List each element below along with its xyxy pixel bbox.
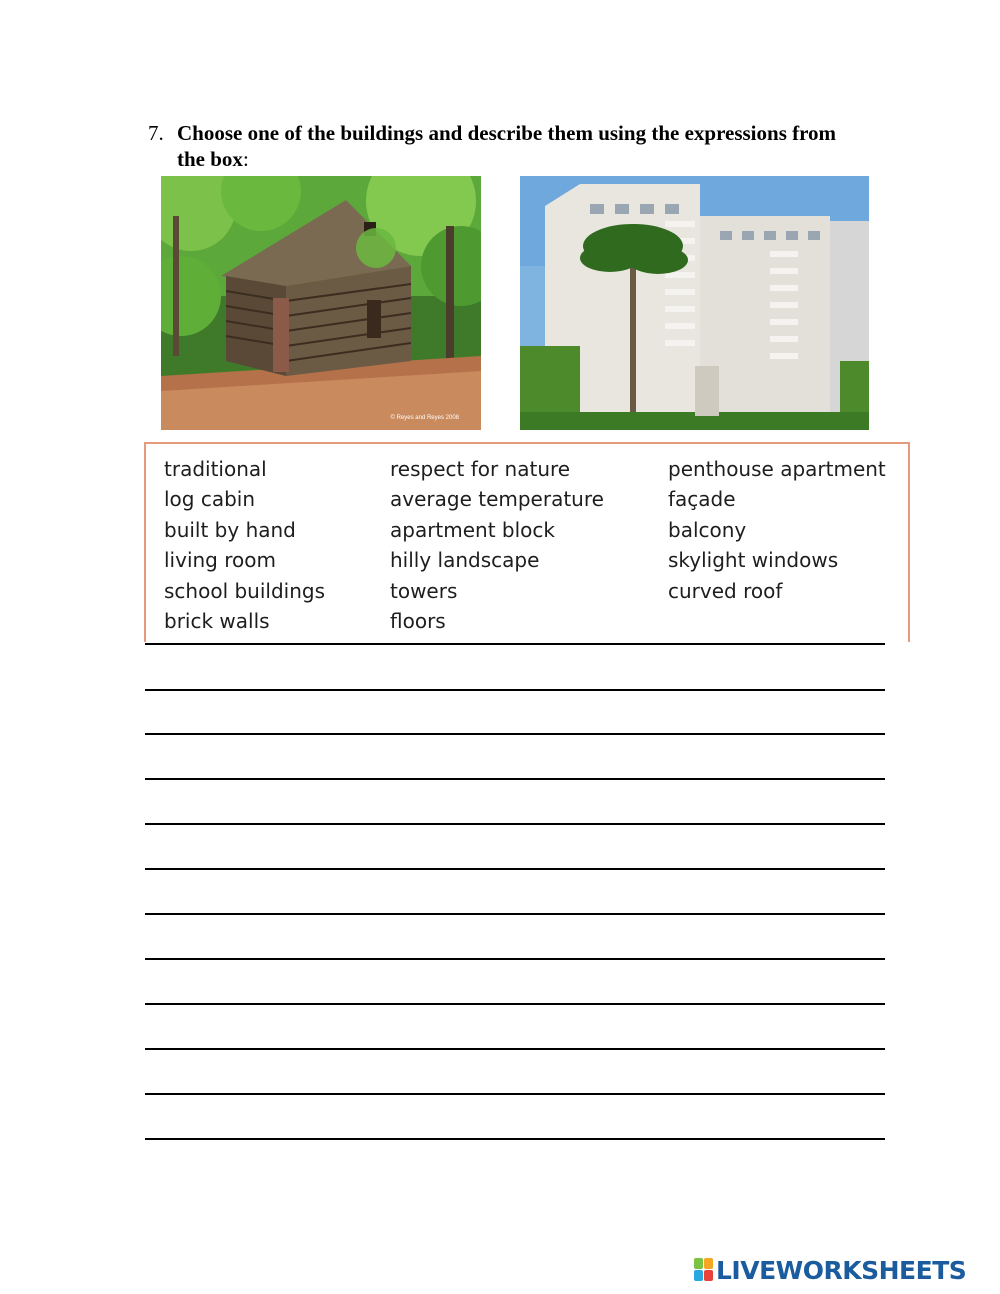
- answer-line[interactable]: [145, 689, 885, 691]
- expressions-column-3: [668, 454, 886, 606]
- expression: hilly landscape: [390, 548, 540, 573]
- log-cabin-photo: [161, 176, 481, 430]
- expression: curved roof: [668, 578, 783, 603]
- expressions-column-1: [164, 454, 325, 636]
- question-number: 7.: [148, 121, 164, 145]
- expression: average temperature: [390, 487, 604, 512]
- answer-line[interactable]: [145, 958, 885, 960]
- answer-line[interactable]: [145, 643, 885, 645]
- expression: respect for nature: [390, 457, 571, 481]
- liveworksheets-logo-icon: [694, 1258, 714, 1282]
- expressions-column-2: [390, 454, 604, 636]
- expression: school buildings: [164, 578, 326, 603]
- answer-line[interactable]: [145, 1093, 885, 1095]
- photo-credit: © Reyes and Reyes 2008: [390, 415, 459, 421]
- answer-line[interactable]: [145, 778, 885, 780]
- expressions-box: [144, 442, 910, 642]
- answer-line[interactable]: [145, 913, 885, 915]
- expression: traditional: [164, 457, 267, 481]
- expression: floors: [390, 609, 446, 634]
- expression: balcony: [668, 517, 747, 542]
- liveworksheets-logo[interactable]: [694, 1256, 966, 1284]
- question-prompt: Choose one of the buildings and describe them using the expressions from the box: [177, 121, 837, 171]
- answer-line[interactable]: [145, 868, 885, 870]
- question-colon: :: [242, 147, 249, 171]
- answer-line[interactable]: [145, 1003, 885, 1005]
- question-text: [177, 120, 867, 172]
- answer-line[interactable]: [145, 1138, 885, 1140]
- expression: brick walls: [164, 609, 270, 634]
- expression: façade: [668, 487, 736, 512]
- apartment-buildings-photo: [520, 176, 869, 430]
- expression: living room: [164, 548, 276, 573]
- answer-line[interactable]: [145, 733, 885, 735]
- expression: log cabin: [164, 487, 256, 512]
- expression: skylight windows: [668, 548, 839, 573]
- expression: penthouse apartment: [668, 457, 886, 481]
- expression: built by hand: [164, 517, 296, 542]
- answer-line[interactable]: [145, 1048, 885, 1050]
- liveworksheets-logo-text: LIVEWORKSHEETS: [716, 1255, 967, 1285]
- answer-line[interactable]: [145, 823, 885, 825]
- expression: apartment block: [390, 517, 555, 542]
- expression: towers: [390, 578, 458, 603]
